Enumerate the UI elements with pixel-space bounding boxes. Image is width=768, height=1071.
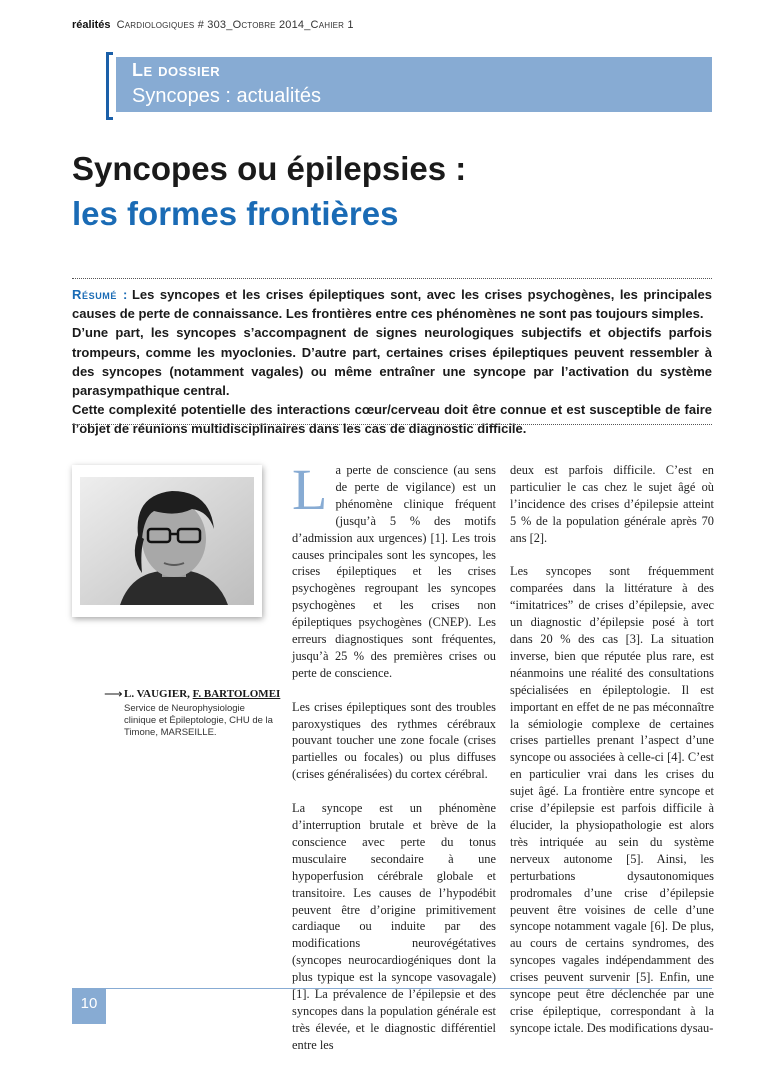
dossier-subtitle: Syncopes : actualités — [132, 85, 321, 107]
article-title: Syncopes ou épilepsies : — [72, 150, 467, 187]
body-paragraph: Les syncopes sont fréquemment comparées dans la littérature à des “imitatrices” de crises d’épilepsie, avec un diagnostic d’épilepsie posé à tort dans 20 % des cas [3]. La situation inverse, bien que réputée plus rare, est néanmoins une réalité des consultations spécialisées en épileptologie. Il est important en effet de ne pas méconnaître la sémiologie complexe de certaines crises partielles prenant l’aspect d’une syncope ou associées à celle-ci [4]. C’est en particulier vrai dans les crises du sujet âgé. La frontière entre syncope et crise d’épilepsie est parfois difficile à élucider, la physiopathologie est alors très intriquée au sein du système nerveux autonome [5]. Ainsi, les perturbations dysautonomiques prodromales d’une crise d’épilepsie peuvent être voisines de celle d’une syncope notamment vagale [6]. De plus, au cours de certains syndromes, des syncopes vagales indépendamment des crises peuvent survenir [5]. Enfin, une syncope peut être déclenchée par une crise épileptique, correspondant à la syncope ictale. Des modifications dysau- — [510, 564, 714, 1035]
author-separator: , — [187, 688, 193, 700]
author-affiliation: Service de Neurophysiologie clinique et Épileptologie, CHU de la Timone, MARSEILLE. — [124, 703, 273, 738]
abstract-paragraph: Cette complexité potentielle des interactions cœur/cerveau doit être connue et est susceptible de faire l’objet de réunions multidisciplinaires dans les cas de diagnostic difficile. — [72, 402, 712, 437]
author-names — [124, 688, 280, 700]
issue-info: Cardiologiques # 303_Octobre 2014_Cahier 1 — [116, 19, 354, 31]
drop-cap: L — [292, 457, 328, 522]
footer-rule — [72, 988, 712, 989]
body-paragraph: Les crises épileptiques sont des troubles paroxystiques des rythmes cérébraux pouvant toucher une zone focale (crises partielles ou focales) ou plus diffuses (crises généralisées) du cortex cérébral. — [292, 699, 496, 782]
dossier-bracket — [106, 52, 113, 120]
body-paragraph: a perte de conscience (au sens de perte de vigilance) est un phénomène clinique fréquent (jusqu’à 5 % des motifs d’admission aux urgences) [1]. Les trois causes principales sont les syncopes, les crises épileptiques et les crises psychogènes regroupant les syncopes psychogènes et les crises non épileptiques psychogènes (CNEP). Les erreurs diagnostiques sont fréquentes, jusqu’à 25 % des premières crises ou perte de conscience. — [292, 463, 496, 680]
author-photo — [80, 477, 254, 605]
dossier-banner — [116, 57, 712, 112]
abstract — [72, 285, 712, 439]
abstract-paragraph: Les syncopes et les crises épileptiques sont, avec les crises psychogènes, les principales causes de perte de connaissance. Les frontières entre ces phénomènes ne sont pas toujours simples. — [72, 287, 712, 322]
abstract-label: Résumé : — [72, 287, 128, 302]
body-paragraph: deux est parfois difficile. C’est en particulier le cas chez le sujet âgé où l’incidence des crises d’épilepsie atteint 5 % de la population générale après 70 ans [2]. — [510, 463, 714, 545]
journal-brand: réalités — [72, 19, 111, 31]
article-title-highlight: les formes frontières — [72, 195, 399, 232]
author-name: F. BARTOLOMEI — [192, 688, 281, 700]
divider-bottom — [72, 424, 712, 425]
body-column-1 — [292, 457, 496, 1071]
page-number: 10 — [72, 988, 106, 1024]
dossier-label: Le dossier — [132, 60, 221, 80]
running-header — [72, 19, 354, 31]
body-paragraph: La syncope est un phénomène d’interruption brutale et brève de la conscience avec perte du tonus musculaire secondaire à une hypoperfusion cérébrale globale et transitoire. Les causes de l’hypodébit peuvent être d’origine primitivement cardiaque ou induite par des modifications neurovégétatives (syncopes neurocardiogéniques dont la plus typique est la syncope vasovagale) [1]. La prévalence de l’épilepsie et des syncopes dans la population générale est très élevée, et le diagnostic différentiel entre les — [292, 801, 496, 1052]
author-photo-frame — [72, 465, 262, 617]
body-column-2 — [510, 462, 714, 1054]
author-name: L. VAUGIER — [124, 688, 188, 700]
abstract-paragraph: D’une part, les syncopes s’accompagnent de signes neurologiques subjectifs et objectifs parfois trompeurs, comme les myoclonies. D’autre part, certaines crises épileptiques peuvent ressembler à des syncopes (notamment vagales) ou même entraîner une syncope par l’activation du système parasympathique central. — [72, 325, 712, 399]
divider-top — [72, 278, 712, 279]
author-arrow-icon: ⟶ — [104, 686, 123, 701]
